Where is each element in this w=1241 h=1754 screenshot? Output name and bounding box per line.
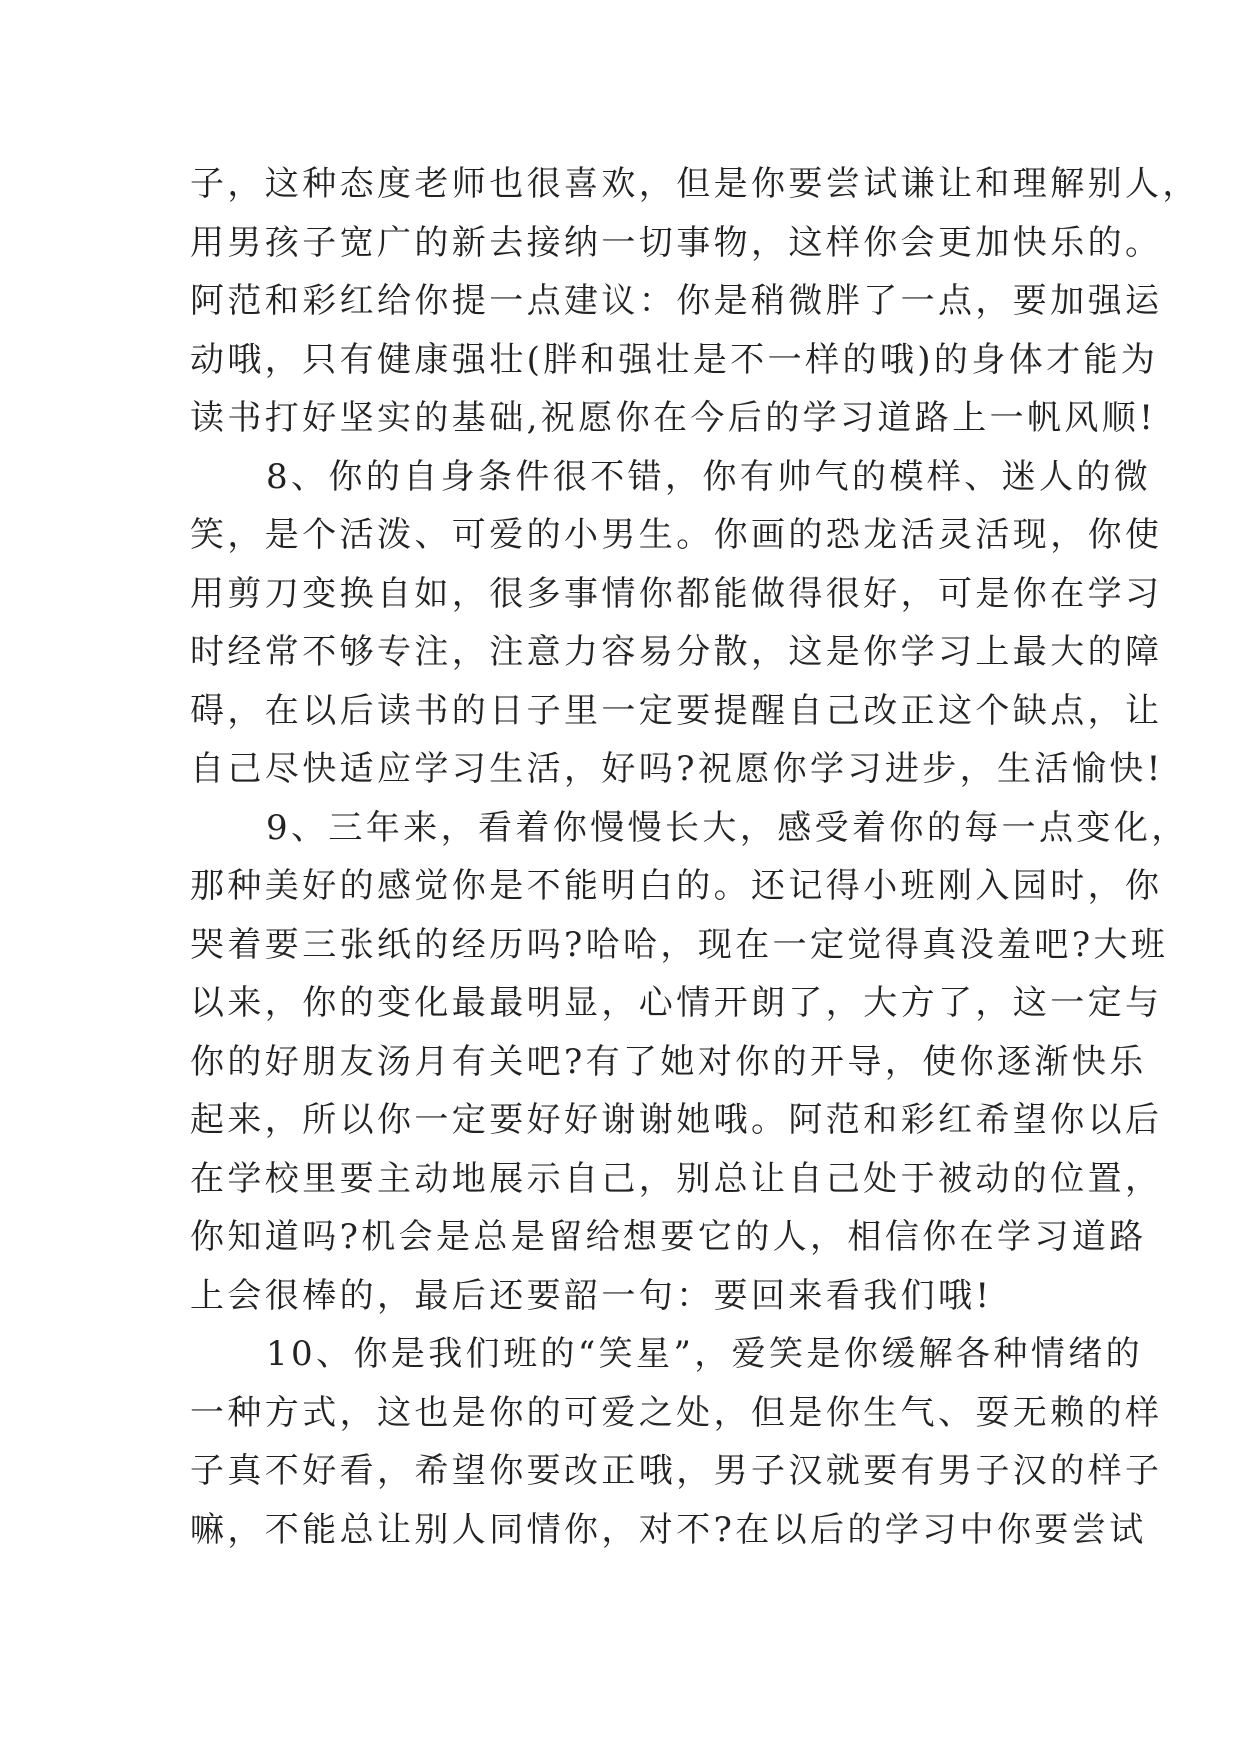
text-line: 以来，你的变化最最明显，心情开朗了，大方了，这一定与 <box>190 983 1163 1023</box>
text-line: 自己尽快适应学习生活，好吗?祝愿你学习进步，生活愉快! <box>190 749 1164 789</box>
text-line: 子，这种态度老师也很喜欢，但是你要尝试谦让和理解别人， <box>190 164 1200 204</box>
text-line: 阿范和彩红给你提一点建议：你是稍微胖了一点，要加强运 <box>190 281 1163 321</box>
text-line: 用剪刀变换自如，很多事情你都能做得很好，可是你在学习 <box>190 573 1163 614</box>
text-line: 起来，所以你一定要好好谢谢她哦。阿范和彩红希望你以后 <box>190 1100 1163 1140</box>
paragraph-start-10: 10、你是我们班的“笑星”，爱笑是你缓解各种情绪的 <box>266 1334 1144 1374</box>
document-body <box>190 155 1200 1559</box>
text-line: 在学校里要主动地展示自己，别总让自己处于被动的位置， <box>190 1158 1163 1199</box>
text-line: 用男孩子宽广的新去接纳一切事物，这样你会更加快乐的。 <box>190 222 1163 263</box>
text-line: 那种美好的感觉你是不能明白的。还记得小班刚入园时，你 <box>190 866 1163 906</box>
text-line: 嘛，不能总让别人同情你，对不?在以后的学习中你要尝试 <box>190 1509 1147 1550</box>
text-line: 你的好朋友汤月有关吧?有了她对你的开导，使你逐渐快乐 <box>190 1041 1147 1082</box>
paragraph-start-8: 8、你的自身条件很不错，你有帅气的模样、迷人的微 <box>266 456 1152 497</box>
text-line: 读书打好坚实的基础,祝愿你在今后的学习道路上一帆风顺! <box>190 398 1157 438</box>
text-line: 一种方式，这也是你的可爱之处，但是你生气、耍无赖的样 <box>190 1392 1163 1433</box>
text-line: 动哦，只有健康强壮(胖和强壮是不一样的哦)的身体才能为 <box>190 339 1159 380</box>
text-line: 时经常不够专注，注意力容易分散，这是你学习上最大的障 <box>190 632 1163 672</box>
text-line: 碍，在以后读书的日子里一定要提醒自己改正这个缺点，让 <box>190 690 1163 731</box>
text-line: 哭着要三张纸的经历吗?哈哈，现在一定觉得真没羞吧?大班 <box>190 924 1169 965</box>
text-line: 子真不好看，希望你要改正哦，男子汉就要有男子汉的样子 <box>190 1451 1163 1491</box>
text-line: 你知道吗?机会是总是留给想要它的人，相信你在学习道路 <box>190 1217 1147 1257</box>
text-line: 上会很棒的，最后还要韶一句：要回来看我们哦! <box>190 1275 993 1316</box>
text-line: 笑，是个活泼、可爱的小男生。你画的恐龙活灵活现，你使 <box>190 515 1163 555</box>
paragraph-start-9: 9、三年来，看着你慢慢长大，感受着你的每一点变化， <box>266 807 1189 848</box>
